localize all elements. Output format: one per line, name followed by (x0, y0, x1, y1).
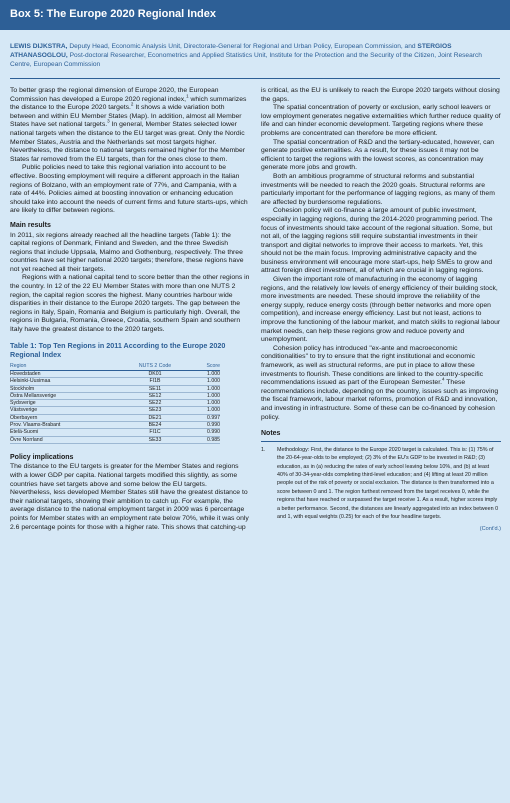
cell-nuts-code: FI1B (120, 378, 190, 385)
cell-nuts-code: FI1C (120, 429, 190, 436)
policy-implications-heading: Policy implications (10, 453, 74, 461)
cell-nuts-code: SE33 (120, 436, 190, 443)
column-header-nuts: NUTS 2 Code (120, 363, 190, 371)
cell-region: Hovedstaden (10, 370, 120, 377)
table-row (10, 370, 220, 377)
main-results-heading: Main results (10, 221, 51, 229)
cell-nuts-code: DE21 (120, 414, 190, 421)
cell-nuts-code: SE11 (120, 385, 190, 392)
cell-score: 0.997 (190, 414, 220, 421)
cell-score: 0.985 (190, 436, 220, 443)
table-row (10, 407, 220, 414)
manufacturing-paragraph: Given the important role of manufacturing in the economy of lagging regions, and the relatively low levels of energy efficiency of their building stock, more investments are needed. These should improve the reliability of the energy supply, reduce energy costs (through better networks and more open competition), and increase energy efficiency. Last but not least, actions to improve the functioning of the labour market, and match skills to regional labour market needs, can help these regions grow and reduce poverty and unemployment. (261, 276, 501, 344)
column-header-score: Score (190, 363, 220, 371)
structural-reforms-paragraph: Both an ambitious programme of structural reforms and substantial investments will be needed to reach the 2020 goals. Structural reforms are particularly important for the performance of lagging regions, as many of them are affected by burdensome regulations. (261, 172, 495, 206)
table-row (10, 414, 220, 421)
cell-nuts-code: SE23 (120, 407, 190, 414)
table-row (10, 392, 220, 399)
table-row (10, 378, 220, 385)
author-2-name: STERGIOS ATHANASOGLOU, (10, 43, 452, 59)
continued-label: (Cont'd.) (479, 526, 501, 533)
cell-region: Etelä-Suomi (10, 429, 120, 436)
cell-region: Sydsverige (10, 400, 120, 407)
cell-score: 1.000 (190, 378, 220, 385)
footnote-1 (261, 446, 501, 522)
cell-region: Övre Norrland (10, 436, 120, 443)
spatial-poverty-paragraph: The spatial concentration of poverty or exclusion, early school leavers or low employment generates negative externalities which further reduce quality of life and can hinder economic development. Targeting regions where these problems are concentrated can therefore be more efficient. (261, 104, 501, 137)
footnote-ref-2: 2 (130, 101, 134, 107)
cell-region: Oberbayern (10, 414, 120, 421)
table-header-row (10, 363, 220, 371)
author-1-role: Deputy Head, Economic Analysis Unit, Directorate-General for Regional and Urban Policy, European Commission, and (67, 43, 416, 50)
notes-divider (261, 441, 501, 442)
table-row (10, 429, 220, 436)
cell-region: Västsverige (10, 407, 120, 414)
author-2-role: Post-doctoral Researcher, Econometrics and Applied Statistics Unit, Institute for the Protection and the Security of the Citizen, Joint Research Centre, European Commission (10, 52, 482, 68)
public-policies-paragraph: Public policies need to take this regional variation into account to be effective. Boosting employment will require a different approach in the Italian regions of Bolzano, with an employment rate of 77%, and Campania, with a rate of 44%. Policies aimed at boosting innovation or enhancing education should take into account the needs of current firms and future starts-ups, which are likely to differ between regions. (10, 164, 248, 215)
left-column (10, 87, 250, 532)
cell-score: 1.000 (190, 385, 220, 392)
author-credits (10, 42, 502, 69)
footnote-text: Methodology: First, the distance to the Europe 2020 target is calculated. This is: (1) 75% of the 20-64-year-olds to be employed; (2) 3% of the EU's GDP to be invested in R&D; (3) education, as in (a) reducing the rates of early school leaving below 10%, and (b) at least 40% of 30-34-year-olds completing third-level education; and (4) lifting at least 20 million people out of the risk of poverty or social exclusion. The distance is then transformed into a score between 0 and 1. The region furthest removed from the target receives 0, while the regions that have reached or surpassed the target receive 1. As a result, higher scores imply a better performance. Second, the distances are linearly aggregated into an index between 0 and 1, with equal weights (0.25) for each of the four headline targets. (277, 446, 499, 520)
cell-score: 0.990 (190, 422, 220, 429)
intro-paragraph: To better grasp the regional dimension of Europe 2020, the European Commission has developed a Europe 2020 regional index,$^1$ which summarizes the distance to the Europe 2020 targets.$^2$ It shows a wide variation both between and within EU Member States (Map). In addition, almost all Member States have set national targets.$^3$ In general, Member States selected lower national targets when the distance to the EU target was great. Only the Nordic Member States, Austria and the Netherlands set most targets higher. Nevertheless, the distance to national targets remained higher for the Member States far removed from the EU targets, than for the ones close to them. (10, 87, 247, 163)
cell-nuts-code: BE24 (120, 422, 190, 429)
top-regions-table (10, 363, 220, 444)
cell-score: 1.000 (190, 407, 220, 414)
cell-nuts-code: SE22 (120, 400, 190, 407)
cell-region: Prov. Vlaams-Brabant (10, 422, 120, 429)
footnote-number: 1. (261, 446, 266, 453)
spatial-rd-paragraph: The spatial concentration of R&D and the tertiary-educated, however, can generate positive externalities. As a result, for these issues it may not be efficient to target the regions with the lowest scores, as concentration may generate more jobs and growth. (261, 138, 495, 172)
conditionalities-paragraph: Cohesion policy has introduced "ex-ante and macroeconomic conditionalities" to try to ensure that the right institutional and economic framework, as well as structural reforms, are put in place to allow these investments to flourish. These conditions are linked to the country-specific recommendations issued as part of the European Semester.$^4$ These recommendations include, depending on the country, issues such as improving the fiscal framework, labour market reforms, promotion of R&D and innovation, and investing in infrastructure. Some of these can be co-financed by cohesion policy. (261, 344, 499, 421)
cell-score: 1.000 (190, 400, 220, 407)
capital-regions-paragraph: Regions with a national capital tend to score better than the other regions in the country. In 12 of the 22 EU Member States with more than one NUTS 2 region, the capital region scores the highest. Many countries harbour wide disparities in their distance to the Europe 2020 targets. The gap between the regions in Italy, Spain, Romania and Belgium is particularly high. Overall, the regions in Bulgaria, Romania, Greece, Croatia, southern Spain and southern Italy have the greatest distance to the 2020 targets. (10, 274, 250, 334)
cell-score: 0.990 (190, 429, 220, 436)
table-row (10, 400, 220, 407)
policy-implications-paragraph: The distance to the EU targets is greater for the Member States and regions with a lower GDP per capita. National targets modified this slightly, as some countries have set targets above and some below the EU targets. Nevertheless, less developed Member States still have the greatest distance to their national targets, showing their ambition to catch up. For example, the average distance to the national employment target in 2009 was 6 percentage points for Member states with an employment rate below 70%, while it was only 2.6 percentage points for those with a higher rate. This shows that catching-up (10, 463, 249, 531)
table-title: Table 1: Top Ten Regions in 2011 According to the Europe 2020 Regional Index (10, 340, 226, 359)
footnote-ref-3: 3 (107, 119, 110, 125)
catching-up-paragraph: is critical, as the EU is unlikely to reach the Europe 2020 targets without closing the gaps. (261, 87, 500, 103)
cell-score: 1.000 (190, 392, 220, 399)
cell-region: Östra Mellansverige (10, 392, 120, 399)
notes-heading: Notes (261, 430, 281, 438)
cell-nuts-code: SE12 (120, 392, 190, 399)
cell-score: 1.000 (190, 370, 220, 377)
table-row (10, 385, 220, 392)
right-column (261, 87, 501, 534)
footnote-ref-4: 4 (441, 376, 445, 382)
cell-region: Stockholm (10, 385, 120, 392)
cohesion-investment-paragraph: Cohesion policy will co-finance a large amount of public investment, especially in lagging regions, during the 2014-2020 programming period. The focus of investments should take account of the regional situation. Some, but not all, of the lagging regions still require substantial investments in their transport and digital networks to improve their access to markets. Yet, this should not be the main focus. Improving administrative capacity and the business environment will encourage more start-ups, help SMEs to grow and attract foreign direct investment, all of which are crucial in lagging regions. (261, 207, 493, 275)
box-title: Box 5: The Europe 2020 Regional Index (10, 8, 216, 20)
author-divider (10, 78, 500, 79)
table-row (10, 436, 220, 443)
box-title-bar (0, 0, 510, 30)
cell-region: Helsinki-Uusimaa (10, 378, 120, 385)
author-1-name: LEWIS DIJKSTRA, (10, 43, 68, 50)
cell-nuts-code: DK01 (120, 370, 190, 377)
footnote-ref-1: 1 (186, 93, 189, 99)
table-row (10, 422, 220, 429)
column-header-region: Region (10, 363, 120, 371)
main-results-paragraph: In 2011, six regions already reached all the headline targets (Table 1): the capital regions of Denmark, Finland and Sweden, and the three Swedish regions that include Uppsala, Malmo and Gothenburg, respectively. The three countries have set higher national 2020 targets; therefore, these regions have not yet reached all their targets. (10, 231, 244, 273)
